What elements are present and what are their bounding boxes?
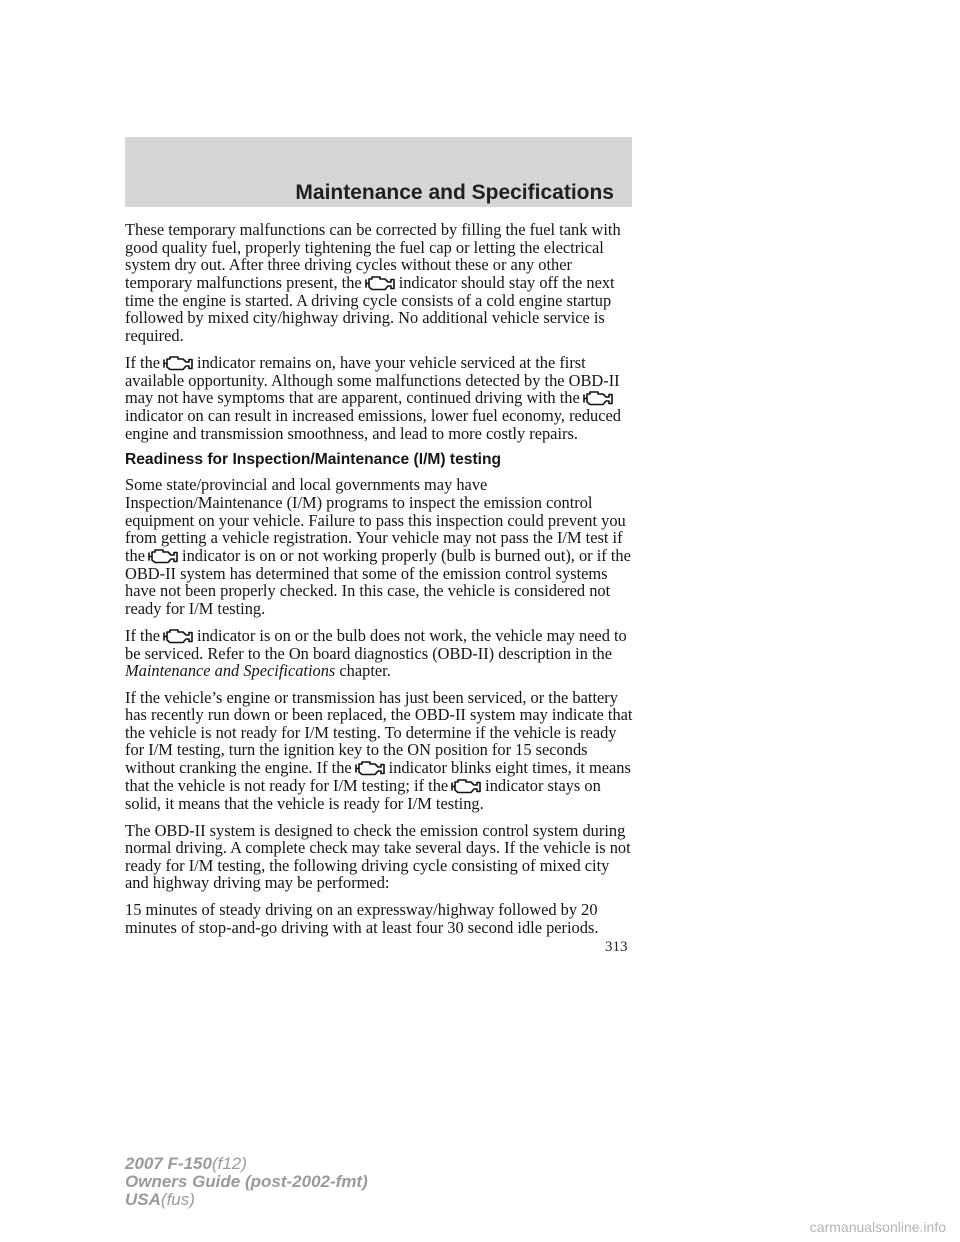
paragraph-temporary-malfunctions xyxy=(125,221,635,345)
text-span: indicator is on or not working properly (bulb is burned out), or if the OBD-II system has determined that some of the emission control systems have not been properly checked. In this case, the vehicle is considered not ready for I/M testing. xyxy=(125,545,631,618)
text-span: Some state/provincial and local governments may have Inspection/Maintenance (I/M) programs to inspect the emission control equipment on your vehicle. Failure to pass this inspection could prevent you from getting a vehicle registration. Your vehicle may not pass the I/M test if the xyxy=(125,475,626,565)
paragraph-ready-check xyxy=(125,689,635,813)
watermark: carmanualsonline.info xyxy=(809,1219,946,1235)
text-span: indicator on can result in increased emissions, lower fuel economy, reduced engine and transmission smoothness, and lead to more costly repairs. xyxy=(125,406,621,443)
footer-line-market xyxy=(125,1191,368,1209)
subheading-readiness: Readiness for Inspection/Maintenance (I/M) testing xyxy=(125,451,502,469)
check-engine-icon xyxy=(449,777,483,795)
document-footer xyxy=(125,1155,368,1209)
page-body xyxy=(125,221,635,945)
text-span: indicator remains on, have your vehicle serviced at the first available opportunity. Although some malfunctions detected by the OBD-II may not have symptoms that are apparent, continued driving with the xyxy=(125,352,620,408)
paragraph-obd-system: The OBD-II system is designed to check the emission control system during normal driving. A complete check may take several days. If the vehicle is not ready for I/M testing, the following driving cycle consisting of mixed city and highway driving may be performed: xyxy=(125,820,631,893)
check-engine-icon xyxy=(146,547,180,565)
text-span: If the xyxy=(125,625,161,645)
chapter-reference: Maintenance and Specifications xyxy=(125,661,336,681)
section-header-band xyxy=(125,137,632,207)
check-engine-icon xyxy=(353,759,387,777)
section-title: Maintenance and Specifications xyxy=(295,181,614,204)
text-span: These temporary malfunctions can be corrected by filling the fuel tank with good quality fuel, properly tightening the fuel cap or letting the electrical system dry out. After three driving cycles without these or any other temporary malfunctions present, the xyxy=(125,220,621,292)
text-span: indicator is on or the bulb does not work, the vehicle may need to be serviced. Refer to the On board diagnostics (OBD-II) description in the xyxy=(125,625,627,663)
paragraph-indicator-remains-on xyxy=(125,354,635,443)
text-span: chapter. xyxy=(339,661,391,681)
check-engine-icon xyxy=(161,627,195,645)
check-engine-icon xyxy=(363,274,397,292)
footer-market-code: (fus) xyxy=(160,1190,195,1209)
footer-model-code: (f12) xyxy=(211,1154,247,1173)
text-span: If the vehicle’s engine or transmission has just been serviced, or the battery has recently run down or been replaced, the OBD-II system may indicate that the vehicle is not ready for I/M testing. To determine if the vehicle is ready for I/M testing, turn the ignition key to the ON position for 15 seconds without cranking the engine. If the xyxy=(125,687,633,778)
footer-line-guide: Owners Guide (post-2002-fmt) xyxy=(125,1172,368,1191)
text-span: If the xyxy=(125,352,161,372)
footer-line-model xyxy=(125,1155,368,1173)
page-number: 313 xyxy=(605,939,628,955)
check-engine-icon xyxy=(161,354,195,372)
paragraph-driving-cycle: 15 minutes of steady driving on an expressway/highway followed by 20 minutes of stop-and-go driving with at least four 30 second idle periods. xyxy=(125,900,599,937)
footer-market: USA xyxy=(125,1190,161,1209)
footer-model: 2007 F-150 xyxy=(125,1154,212,1173)
paragraph-im-programs xyxy=(125,476,635,617)
check-engine-icon xyxy=(581,389,615,407)
text-span: indicator should stay off the next time the engine is started. A driving cycle consists of a cold engine startup followed by mixed city/highway driving. No additional vehicle service is required. xyxy=(125,272,615,345)
text-span: indicator blinks eight times, it means that the vehicle is not ready for I/M testing; if the xyxy=(125,758,631,796)
text-span: indicator stays on solid, it means that the vehicle is ready for I/M testing. xyxy=(125,776,601,814)
paragraph-bulb-not-work xyxy=(125,627,635,680)
